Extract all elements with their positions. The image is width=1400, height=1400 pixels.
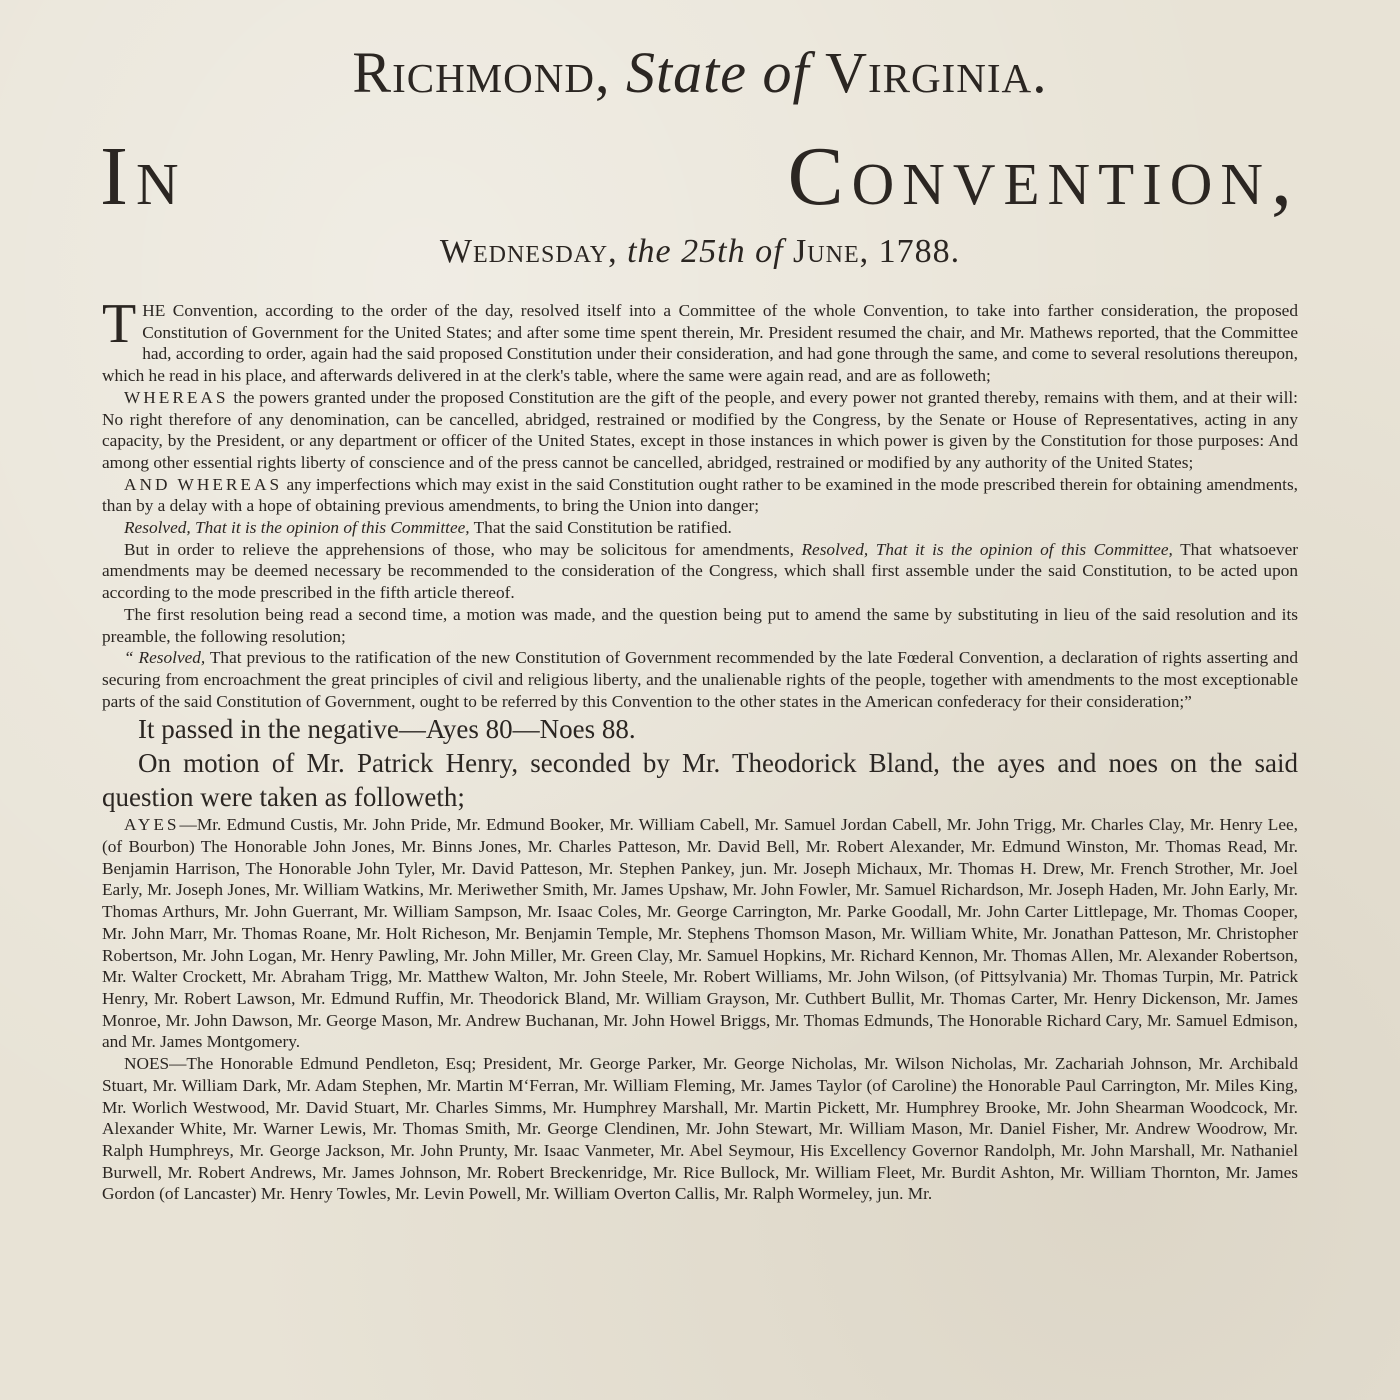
title-state-name: Virginia. bbox=[825, 40, 1048, 105]
title-place bbox=[0, 38, 1400, 108]
date-month-year: June, 1788. bbox=[793, 233, 961, 270]
but-text-2: That whatsoever amendments may be deemed necessary be recommended to the consideration of the Congress, which shall first assemble under the said Constitution, to be acted upon according to the mode prescribed in the fifth article thereof. bbox=[102, 539, 1298, 603]
title-convention: In Convention, bbox=[100, 130, 1300, 223]
paragraph-but bbox=[102, 539, 1298, 604]
but-resolved: Resolved, That it is the opinion of this Committee, bbox=[801, 539, 1173, 559]
paragraph-ayes bbox=[102, 814, 1298, 1053]
document-body bbox=[102, 293, 1299, 1205]
paragraph-motion: On motion of Mr. Patrick Henry, seconded by Mr. Theodorick Bland, the ayes and noes on the said question were taken as followeth; bbox=[102, 748, 1298, 813]
ayes-lead: AYES bbox=[124, 815, 180, 835]
title-state-of: State of bbox=[625, 40, 810, 105]
title-place-name: Richmond, bbox=[352, 40, 611, 105]
paragraph-whereas-2 bbox=[102, 474, 1298, 517]
date-day: Wednesday, bbox=[439, 233, 618, 270]
paragraph-opening bbox=[102, 293, 1298, 387]
quote-lead: “ Resolved, bbox=[124, 648, 206, 668]
date-the: the 25th of bbox=[627, 233, 784, 270]
paragraph-first-resolution: The first resolution being read a second time, a motion was made, and the question being put to amend the same by substituting in lieu of the said resolution and its preamble, the following resolution; bbox=[102, 604, 1298, 646]
quote-text: That previous to the ratification of the new Constitution of Government recommended by the late Fœderal Convention, a declaration of rights asserting and securing from encroachment the great principles of civil and religious liberty, and the unalienable rights of the people, together with amendments to the most exceptionable parts of the said Constitution of Government, ought to be referred by this Convention to the other states in the American confederacy for their consideration;” bbox=[102, 648, 1298, 711]
paragraph-whereas-1 bbox=[102, 387, 1298, 474]
noes-lead: NOES bbox=[124, 1054, 170, 1074]
noes-list: —The Honorable Edmund Pendleton, Esq; President, Mr. George Parker, Mr. George Nicholas, Mr. Wilson Nicholas, Mr. Zachariah Johnson, Mr. Archibald Stuart, Mr. William Dark, Mr. Adam Stephen, Mr. Martin M‘Ferran, Mr. William Fleming, Mr. James Taylor (of Caroline) the Honorable Paul Carrington, Mr. Miles King, Mr. Worlich Westwood, Mr. David Stuart, Mr. Charles Simms, Mr. Humphrey Marshall, Mr. Martin Pickett, Mr. Humphrey Brooke, Mr. John Shearman Woodcock, Mr. Alexander White, Mr. Warner Lewis, Mr. Thomas Smith, Mr. George Clendinen, Mr. John Stewart, Mr. William Mason, Mr. Daniel Fisher, Mr. Andrew Woodrow, Mr. Ralph Humphreys, Mr. George Jackson, Mr. John Prunty, Mr. Isaac Vanmeter, Mr. Abel Seymour, His Excellency Governor Randolph, Mr. John Marshall, Mr. Nathaniel Burwell, Mr. Robert Andrews, Mr. James Johnson, Mr. Robert Breckenridge, Mr. Rice Bullock, Mr. William Fleet, Mr. Burdit Ashton, Mr. William Thornton, Mr. James Gordon (of Lancaster) Mr. Henry Towles, Mr. Levin Powell, Mr. William Overton Callis, Mr. Ralph Wormeley, jun. Mr. bbox=[102, 1054, 1298, 1204]
paragraph-quoted-resolution bbox=[102, 647, 1298, 712]
but-text-1: But in order to relieve the apprehensions of those, who may be solicitous for amendments, bbox=[124, 539, 802, 559]
paragraph-opening-text: HE Convention, according to the order of the day, resolved itself into a Committee of the whole Convention, to take into farther consideration, the proposed Constitution of Government for the United States; and after some time spent therein, Mr. President resumed the chair, and Mr. Mathews reported, that the Committee had, according to order, again had the said proposed Constitution under their consideration, and had gone through the same, and come to several resolutions thereupon, which he read in his place, and afterwards delivered in at the clerk's table, where the same were again read, and are as followeth; bbox=[102, 301, 1298, 386]
whereas-2-text: any imperfections which may exist in the said Constitution ought rather to be examined in the mode prescribed therein for obtaining amendments, than by a delay with a hope of obtaining previous amendments, to bring the Union into danger; bbox=[102, 474, 1299, 516]
whereas-2-lead: AND WHEREAS bbox=[124, 474, 283, 494]
resolved-1-text: That the said Constitution be ratified. bbox=[469, 518, 732, 538]
resolved-1-lead: Resolved, That it is the opinion of this Committee, bbox=[124, 518, 470, 538]
whereas-1-text: the powers granted under the proposed Constitution are the gift of the people, and every power not granted thereby, remains with them, and at their will: No right therefore of any denomination, can be cancelled, abridged, restrained or modified by the Congress, by the Senate or House of Representatives, acting in any capacity, by the President, or any department or officer of the United States, except in those instances in which power is given by the Constitution for those purposes: And among other essential rights liberty of conscience and of the press cannot be cancelled, abridged, restrained or modified by any authority of the United States; bbox=[102, 387, 1298, 472]
drop-cap: T bbox=[102, 293, 137, 355]
paragraph-noes bbox=[102, 1053, 1298, 1205]
dateline bbox=[0, 228, 1400, 276]
ayes-list: —Mr. Edmund Custis, Mr. John Pride, Mr. Edmund Booker, Mr. William Cabell, Mr. Samuel Jordan Cabell, Mr. John Trigg, Mr. Charles Clay, Mr. Henry Lee, (of Bourbon) The Honorable John Jones, Mr. Binns Jones, Mr. Charles Patteson, Mr. David Bell, Mr. Robert Alexander, Mr. Edmund Winston, Mr. Thomas Read, Mr. Benjamin Harrison, The Honorable John Tyler, Mr. David Patteson, Mr. Stephen Pankey, jun. Mr. Joseph Michaux, Mr. Thomas H. Drew, Mr. French Strother, Mr. Joel Early, Mr. Joseph Jones, Mr. William Watkins, Mr. Meriwether Smith, Mr. James Upshaw, Mr. John Fowler, Mr. Samuel Richardson, Mr. Joseph Haden, Mr. John Early, Mr. Thomas Arthurs, Mr. John Guerrant, Mr. William Sampson, Mr. Isaac Coles, Mr. George Carrington, Mr. Parke Goodall, Mr. John Carter Littlepage, Mr. Thomas Cooper, Mr. John Marr, Mr. Thomas Roane, Mr. Holt Richeson, Mr. Benjamin Temple, Mr. Stephens Thomson Mason, Mr. William White, Mr. Jonathan Patteson, Mr. Christopher Robertson, Mr. John Logan, Mr. Henry Pawling, Mr. John Miller, Mr. Green Clay, Mr. Samuel Hopkins, Mr. Richard Kennon, Mr. Thomas Allen, Mr. Alexander Robertson, Mr. Walter Crockett, Mr. Abraham Trigg, Mr. Matthew Walton, Mr. John Steele, Mr. Robert Williams, Mr. John Wilson, (of Pittsylvania) Mr. Thomas Turpin, Mr. Patrick Henry, Mr. Robert Lawson, Mr. Edmund Ruffin, Mr. Theodorick Bland, Mr. William Grayson, Mr. Cuthbert Bullit, Mr. Thomas Carter, Mr. Henry Dickenson, Mr. James Monroe, Mr. John Dawson, Mr. George Mason, Mr. Andrew Buchanan, Mr. John Howel Briggs, Mr. Thomas Edmunds, The Honorable Richard Cary, Mr. Samuel Edmison, and Mr. James Montgomery. bbox=[102, 815, 1298, 1052]
paragraph-passed: It passed in the negative—Ayes 80—Noes 88. bbox=[138, 714, 636, 745]
whereas-1-lead: WHEREAS bbox=[124, 387, 229, 407]
paragraph-resolved-1 bbox=[102, 517, 1298, 539]
